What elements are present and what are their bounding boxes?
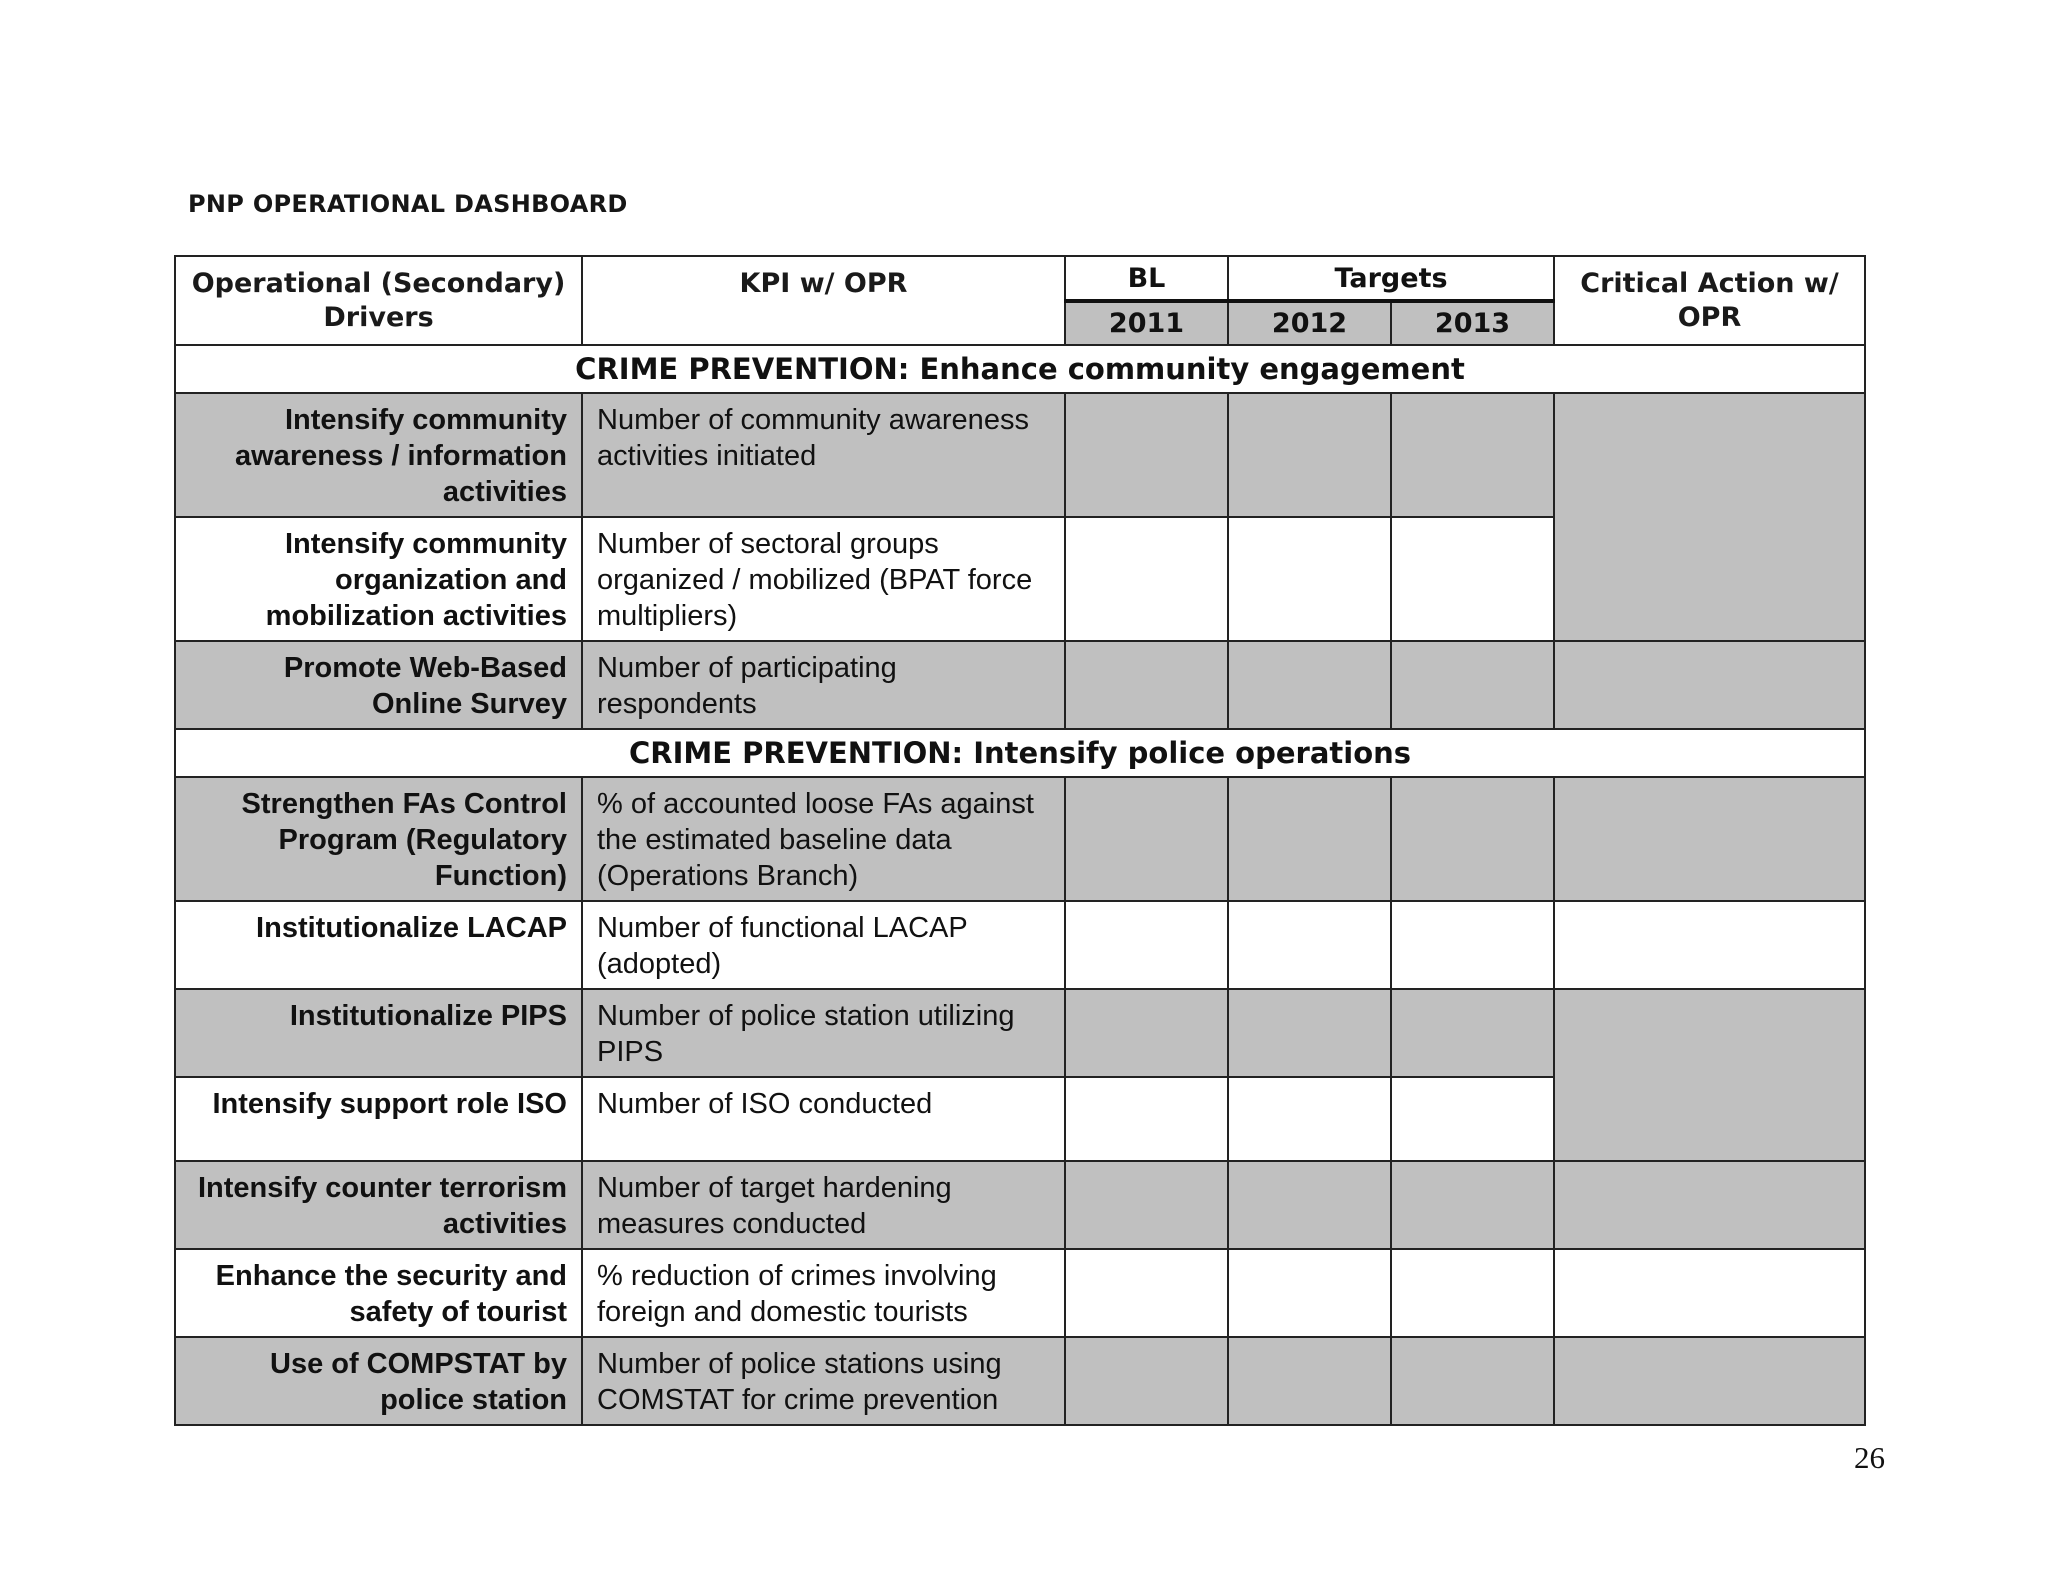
- target-2013-cell: [1391, 1161, 1554, 1249]
- header-year-2012: 2012: [1228, 301, 1391, 345]
- kpi-cell: Number of community awareness activities initiated: [582, 393, 1065, 517]
- kpi-cell: % of accounted loose FAs against the estimated baseline data (Operations Branch): [582, 777, 1065, 901]
- table-row: [175, 1337, 1865, 1425]
- kpi-cell: % reduction of crimes involving foreign and domestic tourists: [582, 1249, 1065, 1337]
- target-2013-cell: [1391, 393, 1554, 517]
- target-2013-cell: [1391, 1249, 1554, 1337]
- section-row: [175, 729, 1865, 777]
- header-kpi: KPI w/ OPR: [582, 256, 1065, 345]
- target-2013-cell: [1391, 1337, 1554, 1425]
- target-2013-cell: [1391, 517, 1554, 641]
- kpi-cell: Number of police station utilizing PIPS: [582, 989, 1065, 1077]
- critical-action-cell: [1554, 989, 1865, 1161]
- section-title: CRIME PREVENTION: Enhance community engagement: [175, 345, 1865, 393]
- critical-action-cell: [1554, 1161, 1865, 1249]
- bl-2011-cell: [1065, 1077, 1228, 1161]
- driver-cell: Institutionalize LACAP: [175, 901, 582, 989]
- table-header-row: [175, 256, 1865, 301]
- bl-2011-cell: [1065, 1337, 1228, 1425]
- critical-action-cell: [1554, 1337, 1865, 1425]
- target-2013-cell: [1391, 777, 1554, 901]
- bl-2011-cell: [1065, 777, 1228, 901]
- operational-dashboard-table: [174, 255, 1866, 1426]
- kpi-cell: Number of ISO conducted: [582, 1077, 1065, 1161]
- target-2012-cell: [1228, 641, 1391, 729]
- driver-cell: Intensify counter terrorism activities: [175, 1161, 582, 1249]
- driver-cell: Intensify support role ISO: [175, 1077, 582, 1161]
- bl-2011-cell: [1065, 1161, 1228, 1249]
- table-row: [175, 393, 1865, 517]
- table-row: [175, 901, 1865, 989]
- target-2012-cell: [1228, 777, 1391, 901]
- header-critical-action: Critical Action w/ OPR: [1554, 256, 1865, 345]
- target-2012-cell: [1228, 989, 1391, 1077]
- driver-cell: Promote Web-Based Online Survey: [175, 641, 582, 729]
- driver-cell: Institutionalize PIPS: [175, 989, 582, 1077]
- target-2013-cell: [1391, 641, 1554, 729]
- header-bl: BL: [1065, 256, 1228, 301]
- target-2012-cell: [1228, 1249, 1391, 1337]
- table-row: [175, 1249, 1865, 1337]
- kpi-cell: Number of police stations using COMSTAT for crime prevention: [582, 1337, 1065, 1425]
- driver-cell: Intensify community organization and mobilization activities: [175, 517, 582, 641]
- critical-action-cell: [1554, 1249, 1865, 1337]
- target-2012-cell: [1228, 1077, 1391, 1161]
- table-row: [175, 777, 1865, 901]
- driver-cell: Use of COMPSTAT by police station: [175, 1337, 582, 1425]
- header-drivers: Operational (Secondary) Drivers: [175, 256, 582, 345]
- target-2012-cell: [1228, 393, 1391, 517]
- section-row: [175, 345, 1865, 393]
- kpi-cell: Number of participating respondents: [582, 641, 1065, 729]
- driver-cell: Strengthen FAs Control Program (Regulatory Function): [175, 777, 582, 901]
- section-title: CRIME PREVENTION: Intensify police operations: [175, 729, 1865, 777]
- table-row: [175, 641, 1865, 729]
- target-2012-cell: [1228, 517, 1391, 641]
- bl-2011-cell: [1065, 517, 1228, 641]
- header-year-2011: 2011: [1065, 301, 1228, 345]
- header-year-2013: 2013: [1391, 301, 1554, 345]
- bl-2011-cell: [1065, 989, 1228, 1077]
- target-2013-cell: [1391, 901, 1554, 989]
- header-targets: Targets: [1228, 256, 1554, 301]
- critical-action-cell: [1554, 901, 1865, 989]
- driver-cell: Intensify community awareness / information activities: [175, 393, 582, 517]
- target-2013-cell: [1391, 1077, 1554, 1161]
- kpi-cell: Number of functional LACAP (adopted): [582, 901, 1065, 989]
- bl-2011-cell: [1065, 641, 1228, 729]
- target-2012-cell: [1228, 1161, 1391, 1249]
- bl-2011-cell: [1065, 393, 1228, 517]
- target-2012-cell: [1228, 901, 1391, 989]
- critical-action-cell: [1554, 641, 1865, 729]
- target-2013-cell: [1391, 989, 1554, 1077]
- kpi-cell: Number of target hardening measures conducted: [582, 1161, 1065, 1249]
- critical-action-cell: [1554, 393, 1865, 641]
- critical-action-cell: [1554, 777, 1865, 901]
- driver-cell: Enhance the security and safety of tourist: [175, 1249, 582, 1337]
- document-title: PNP OPERATIONAL DASHBOARD: [188, 190, 628, 218]
- bl-2011-cell: [1065, 901, 1228, 989]
- kpi-cell: Number of sectoral groups organized / mobilized (BPAT force multipliers): [582, 517, 1065, 641]
- target-2012-cell: [1228, 1337, 1391, 1425]
- page-number: 26: [1854, 1440, 1885, 1475]
- table-row: [175, 989, 1865, 1077]
- table-row: [175, 1161, 1865, 1249]
- bl-2011-cell: [1065, 1249, 1228, 1337]
